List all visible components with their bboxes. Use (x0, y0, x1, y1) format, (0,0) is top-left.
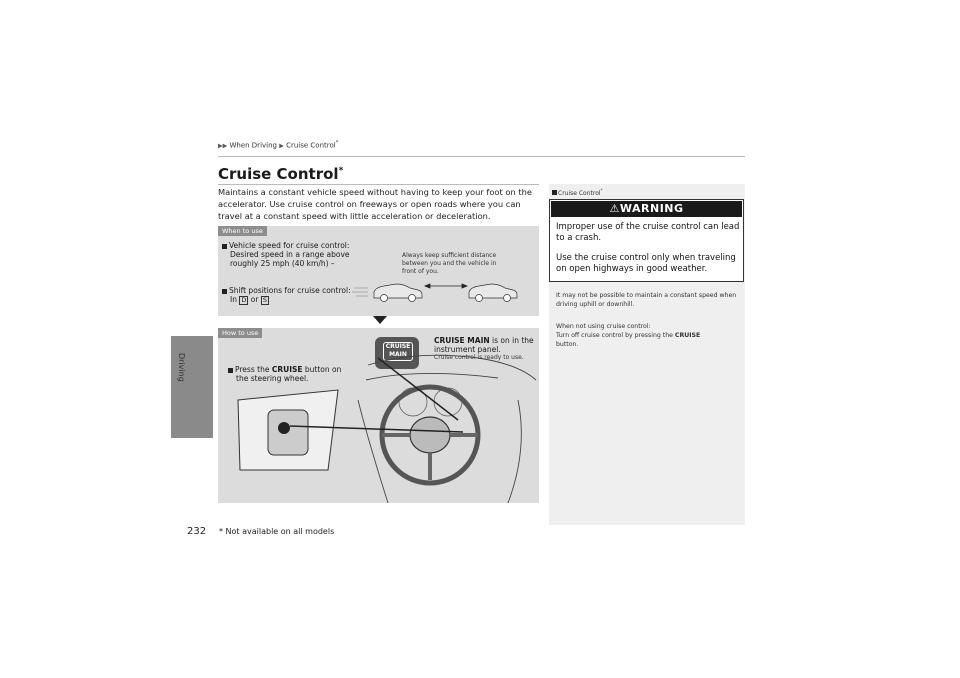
title-divider (218, 184, 539, 185)
when-to-use-tag: When to use (218, 226, 267, 236)
press-prefix: Press the (235, 365, 270, 374)
motion-lines-icon (352, 288, 368, 296)
bullet-square-icon (222, 244, 227, 249)
breadcrumb-arrow-icon: ▶▶ (218, 142, 228, 150)
warning-text-2: Use the cruise control only when traveling on open highways in good weather. (556, 253, 736, 274)
reference-marker-icon (552, 190, 557, 195)
section-tab (171, 336, 213, 438)
press-suffix: button on (304, 365, 342, 374)
warning-header (551, 201, 742, 217)
sidebar-note-1: It may not be possible to maintain a constant speed when driving uphill or downhill. (556, 292, 737, 308)
distance-arrow-icon (425, 284, 467, 288)
note2-line1: When not using cruise control: (556, 323, 651, 330)
distance-line2: between you and the vehicle in (402, 260, 497, 267)
indicator-bold: CRUISE MAIN (434, 336, 490, 345)
page-title-star: * (338, 166, 344, 176)
gear-d-indicator: D (241, 296, 247, 304)
header-divider (218, 156, 745, 157)
front-car-icon (469, 284, 517, 302)
shift-line2 (222, 295, 372, 305)
page-title (218, 165, 343, 183)
speed-line2: Desired speed in a range above (230, 250, 350, 259)
indicator-rest: is on in the (492, 336, 534, 345)
breadcrumb-arrow-icon: ▶ (279, 142, 284, 150)
shift-line1: Shift positions for cruise control: (229, 286, 351, 295)
cruise-main-icon-line2: MAIN (389, 351, 407, 358)
note2-line3: button. (556, 341, 579, 348)
note2-line2: Turn off cruise control by pressing the (556, 332, 673, 339)
intro-paragraph: Maintains a constant vehicle speed without having to keep your foot on the accelerator. Use cruise control on freeways or open roads where you can travel at a constant speed with little acceleration or deceleration. (218, 187, 532, 221)
page-number: 232 (187, 526, 207, 537)
sidebar-note-2 (556, 322, 742, 349)
warning-text-1: Improper use of the cruise control can lead to a crash. (556, 222, 740, 243)
indicator-note-text: Cruise control is ready to use. (434, 354, 524, 361)
page-title-text: Cruise Control (218, 165, 339, 183)
following-distance-illustration (352, 278, 527, 306)
breadcrumb-part1[interactable]: When Driving (229, 141, 277, 150)
shift-in: In (230, 295, 237, 304)
next-step-arrow-icon (373, 316, 387, 324)
sidebar-title-text[interactable]: Cruise Control (558, 190, 601, 197)
distance-line3: front of you. (402, 268, 439, 275)
shift-or: or (250, 295, 259, 304)
indicator-line2: instrument panel. (434, 345, 501, 354)
warning-label: WARNING (619, 202, 684, 215)
breadcrumb-star: * (335, 140, 339, 146)
cruise-button-icon (278, 422, 290, 434)
rear-car-icon (374, 284, 422, 302)
bullet-square-icon (222, 289, 227, 294)
how-to-use-tag: How to use (218, 328, 262, 338)
breadcrumb (218, 140, 338, 149)
section-tab-label: Driving (177, 353, 186, 382)
footnote: * Not available on all models (219, 527, 335, 536)
note2-bold: CRUISE (674, 332, 701, 339)
sidebar-title (552, 188, 603, 197)
gear-s-indicator: S (262, 296, 267, 304)
distance-line1: Always keep sufficient distance (402, 252, 497, 259)
warning-triangle-icon: ⚠ (609, 202, 620, 215)
breadcrumb-part2[interactable]: Cruise Control (286, 141, 336, 150)
shift-condition (222, 286, 372, 305)
speed-condition (222, 241, 362, 268)
distance-note (402, 252, 522, 276)
press-button-name: CRUISE (271, 365, 303, 374)
speed-line1: Vehicle speed for cruise control: (229, 241, 350, 250)
steering-wheel-illustration (218, 340, 539, 503)
speed-line3: roughly 25 mph (40 km/h) – (230, 259, 335, 268)
steering-wheel-icon (382, 387, 478, 483)
sidebar-title-star: * (600, 188, 603, 193)
cruise-main-icon-line1: CRUISE (385, 343, 411, 350)
press-line2: the steering wheel. (236, 374, 309, 383)
